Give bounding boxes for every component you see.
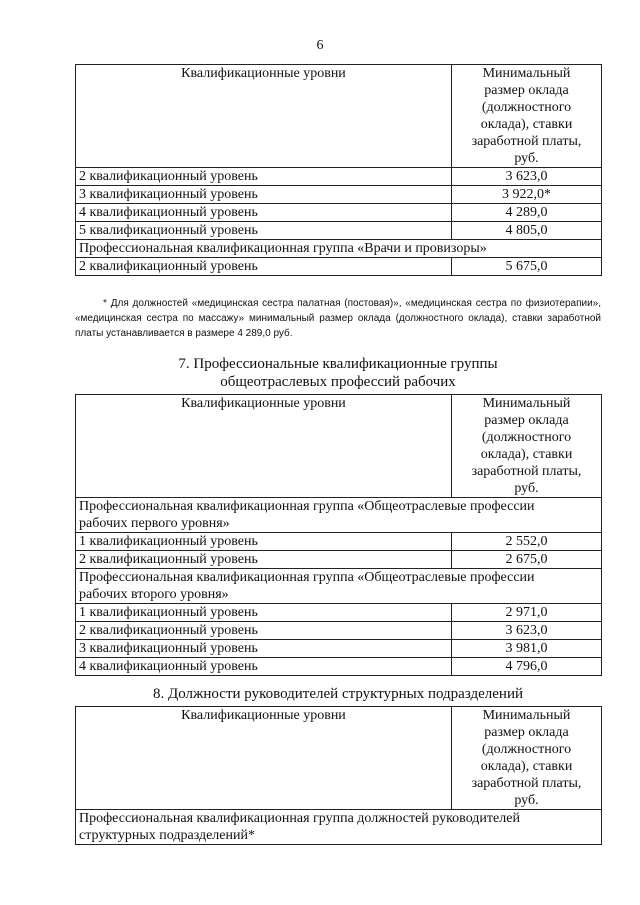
level-label: 2 квалификационный уровень xyxy=(76,551,452,569)
footnote: * Для должностей «медицинская сестра палатная (постовая)», «медицинская сестра по физиотерапии», «медицинская сестра по массажу» минимальный размер оклада (должностного оклада), ставки заработной платы устанавливается в размере 4 289,0 руб. xyxy=(75,298,601,339)
header-min-salary: Минимальный размер оклада (должностного оклада), ставки заработной платы, руб. xyxy=(452,65,602,168)
level-label: 3 квалификационный уровень xyxy=(76,640,452,658)
salary-value: 3 981,0 xyxy=(452,640,602,658)
table-row xyxy=(76,168,602,186)
salary-value: 4 805,0 xyxy=(452,222,602,240)
header-min-salary: Минимальный размер оклада (должностного оклада), ставки заработной платы, руб. xyxy=(452,395,602,498)
header-min-salary: Минимальный размер оклада (должностного оклада), ставки заработной платы, руб. xyxy=(452,707,602,810)
salary-value: 4 796,0 xyxy=(452,658,602,676)
level-label: 1 квалификационный уровень xyxy=(76,604,452,622)
level-label: 4 квалификационный уровень xyxy=(76,658,452,676)
table-row xyxy=(76,204,602,222)
table-row xyxy=(76,222,602,240)
level-label: 2 квалификационный уровень xyxy=(76,622,452,640)
group-row xyxy=(76,569,602,604)
level-label: 4 квалификационный уровень xyxy=(76,204,452,222)
table-row xyxy=(76,551,602,569)
level-label: 1 квалификационный уровень xyxy=(76,533,452,551)
group-row xyxy=(76,810,602,845)
level-label: 5 квалификационный уровень xyxy=(76,222,452,240)
page-number: 6 xyxy=(316,38,324,53)
salary-value: 2 552,0 xyxy=(452,533,602,551)
salary-value: 2 971,0 xyxy=(452,604,602,622)
level-label: 2 квалификационный уровень xyxy=(76,168,452,186)
table-row xyxy=(76,258,602,276)
salary-table-medical xyxy=(75,64,602,276)
level-label: 3 квалификационный уровень xyxy=(76,186,452,204)
group-title-first-level: Профессиональная квалификационная группа «Общеотраслевые профессии рабочих первого уровня» xyxy=(76,498,602,533)
salary-table-managers xyxy=(75,706,602,845)
table-header-row xyxy=(76,707,602,810)
header-qual-levels: Квалификационные уровни xyxy=(76,707,452,810)
salary-value: 2 675,0 xyxy=(452,551,602,569)
salary-table-workers xyxy=(75,394,602,676)
section-7-title: 7. Профессиональные квалификационные группы общеотраслевых профессий рабочих xyxy=(178,356,498,390)
section-8-title: 8. Должности руководителей структурных подразделений xyxy=(153,686,523,702)
table-row xyxy=(76,604,602,622)
salary-value: 3 623,0 xyxy=(452,168,602,186)
salary-value: 4 289,0 xyxy=(452,204,602,222)
group-row xyxy=(76,240,602,258)
table-row xyxy=(76,658,602,676)
header-qual-levels: Квалификационные уровни xyxy=(76,395,452,498)
group-title-second-level: Профессиональная квалификационная группа «Общеотраслевые профессии рабочих второго уровня» xyxy=(76,569,602,604)
table-header-row xyxy=(76,395,602,498)
table-row xyxy=(76,533,602,551)
table-row xyxy=(76,640,602,658)
group-title-doctors: Профессиональная квалификационная группа «Врачи и провизоры» xyxy=(76,240,602,258)
salary-value: 5 675,0 xyxy=(452,258,602,276)
table-header-row xyxy=(76,65,602,168)
salary-value: 3 922,0* xyxy=(452,186,602,204)
group-title-managers: Профессиональная квалификационная группа должностей руководителей структурных подразделений* xyxy=(76,810,602,845)
table-row xyxy=(76,622,602,640)
header-qual-levels: Квалификационные уровни xyxy=(76,65,452,168)
group-row xyxy=(76,498,602,533)
salary-value: 3 623,0 xyxy=(452,622,602,640)
level-label: 2 квалификационный уровень xyxy=(76,258,452,276)
table-row xyxy=(76,186,602,204)
